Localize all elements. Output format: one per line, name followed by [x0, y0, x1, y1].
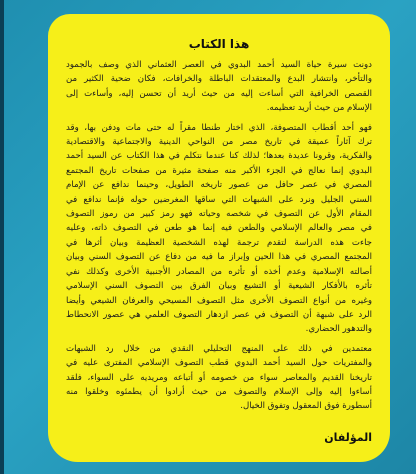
paragraph-3: [66, 342, 372, 414]
text-line: فهو أحد أقطاب المتصوفة، الذي اختار طنطا مقراً له حتى مات ودفن بها، وقد: [66, 122, 372, 133]
text-line: المصري في عصر حافل من عصور تاريخه الطويل، وحينما ندافع عن الإمام: [66, 180, 372, 191]
text-line: البدوي إنما نعالج في الجزء الأكبر منه صفحة مثيرة من صفحات تاريخ المجتمع: [66, 165, 372, 176]
text-line: المقام الأول عن التصوف في شخصه وحياته فهو رمز كبير من رموز التصوف: [66, 209, 372, 220]
text-line: السني الجليل ونرد على الشبهات التي ساقها المغرضين حوله فإنما ندافع في: [66, 194, 372, 205]
text-line: جاءت هذه الدراسة لتقدم ترجمة لهذه الشخصية العظيمة وبيان أثرها في: [66, 237, 372, 248]
paragraph-2: [66, 121, 372, 337]
text-line: تأثره بالأفكار الشيعية أو التشيع وبيان الفرق بين التصوف السني الإسلامي: [66, 281, 372, 292]
text-line: المجتمع المصري في هذا الحين وإبراز ما فيه من دفاع عن التصوف السني وبيان: [66, 252, 372, 263]
text-line: والتأخر، وانتشار البدع والمعتقدات الباطلة والخرافات، فكان ضحية الكثير من: [66, 74, 372, 85]
text-line: في مصر والعالم الإسلامي والطعن فيه إنما هو طعن في التصوف ذاته، وعليه: [66, 223, 372, 234]
paragraph-1: [66, 58, 372, 116]
text-line: الرد على شبهة أن التصوف في عصر ازدهار التصوف العلمي هي عصور الانحطاط: [66, 309, 372, 320]
text-line: أصالته الإسلامية وعدم أخذه أو تأثره من المصادر الأجنبية الأخرى وكذلك نفي: [66, 266, 372, 277]
text-line: تاريخنا القديم والمعاصر سواء من خصومه أو أتباعه ومريديه على السواء، فلقد: [66, 372, 372, 383]
text-line: والتدهور الحضاري.: [305, 324, 372, 335]
text-line: الإسلام من حيث أريد تعظيمه.: [266, 103, 372, 114]
author-signature: المؤلفان: [324, 431, 372, 444]
text-line: معتمدين في ذلك على المنهج التحليلي النقدي من خلال رد الشبهات: [66, 343, 372, 354]
spine-edge: [0, 0, 4, 474]
text-line: ترك آثاراً عميقة في تاريخ مصر من النواحي الدينية والاجتماعية والاقتصادية: [66, 137, 372, 148]
page-title: هذا الكتاب: [188, 37, 250, 51]
text-line: وغيره من أنواع التصوف الأخرى مثل التصوف المسيحي والعرفان الشيعي وأيضا: [66, 295, 372, 306]
text-line: القصص الخرافية التي أساءت إليه من حيث أريد أن تحسن إليه، وأساءت إلى: [66, 88, 372, 99]
back-cover-card: [48, 14, 390, 462]
text-line: أسطورة فوق المعقول وتفوق الخيال.: [240, 401, 372, 412]
text-line: والمفتريات حول السيد أحمد البدوي قطب التصوف الإسلامي المفترى عليه في: [66, 358, 372, 369]
text-line: دونت سيرة حياة السيد أحمد البدوي في العصر العثماني الذي وصف بالجمود: [66, 60, 372, 70]
text-line: أساءوا إليه وإلى الإسلام والتصوف من حيث أرادوا أن يطمئوه وخلقوا منه: [66, 386, 372, 397]
text-line: والفكرية، وقرونا عديدة بعدها؛ لذلك كنا عندما نتكلم في هذا الكتاب عن السيد أحمد: [66, 151, 372, 162]
